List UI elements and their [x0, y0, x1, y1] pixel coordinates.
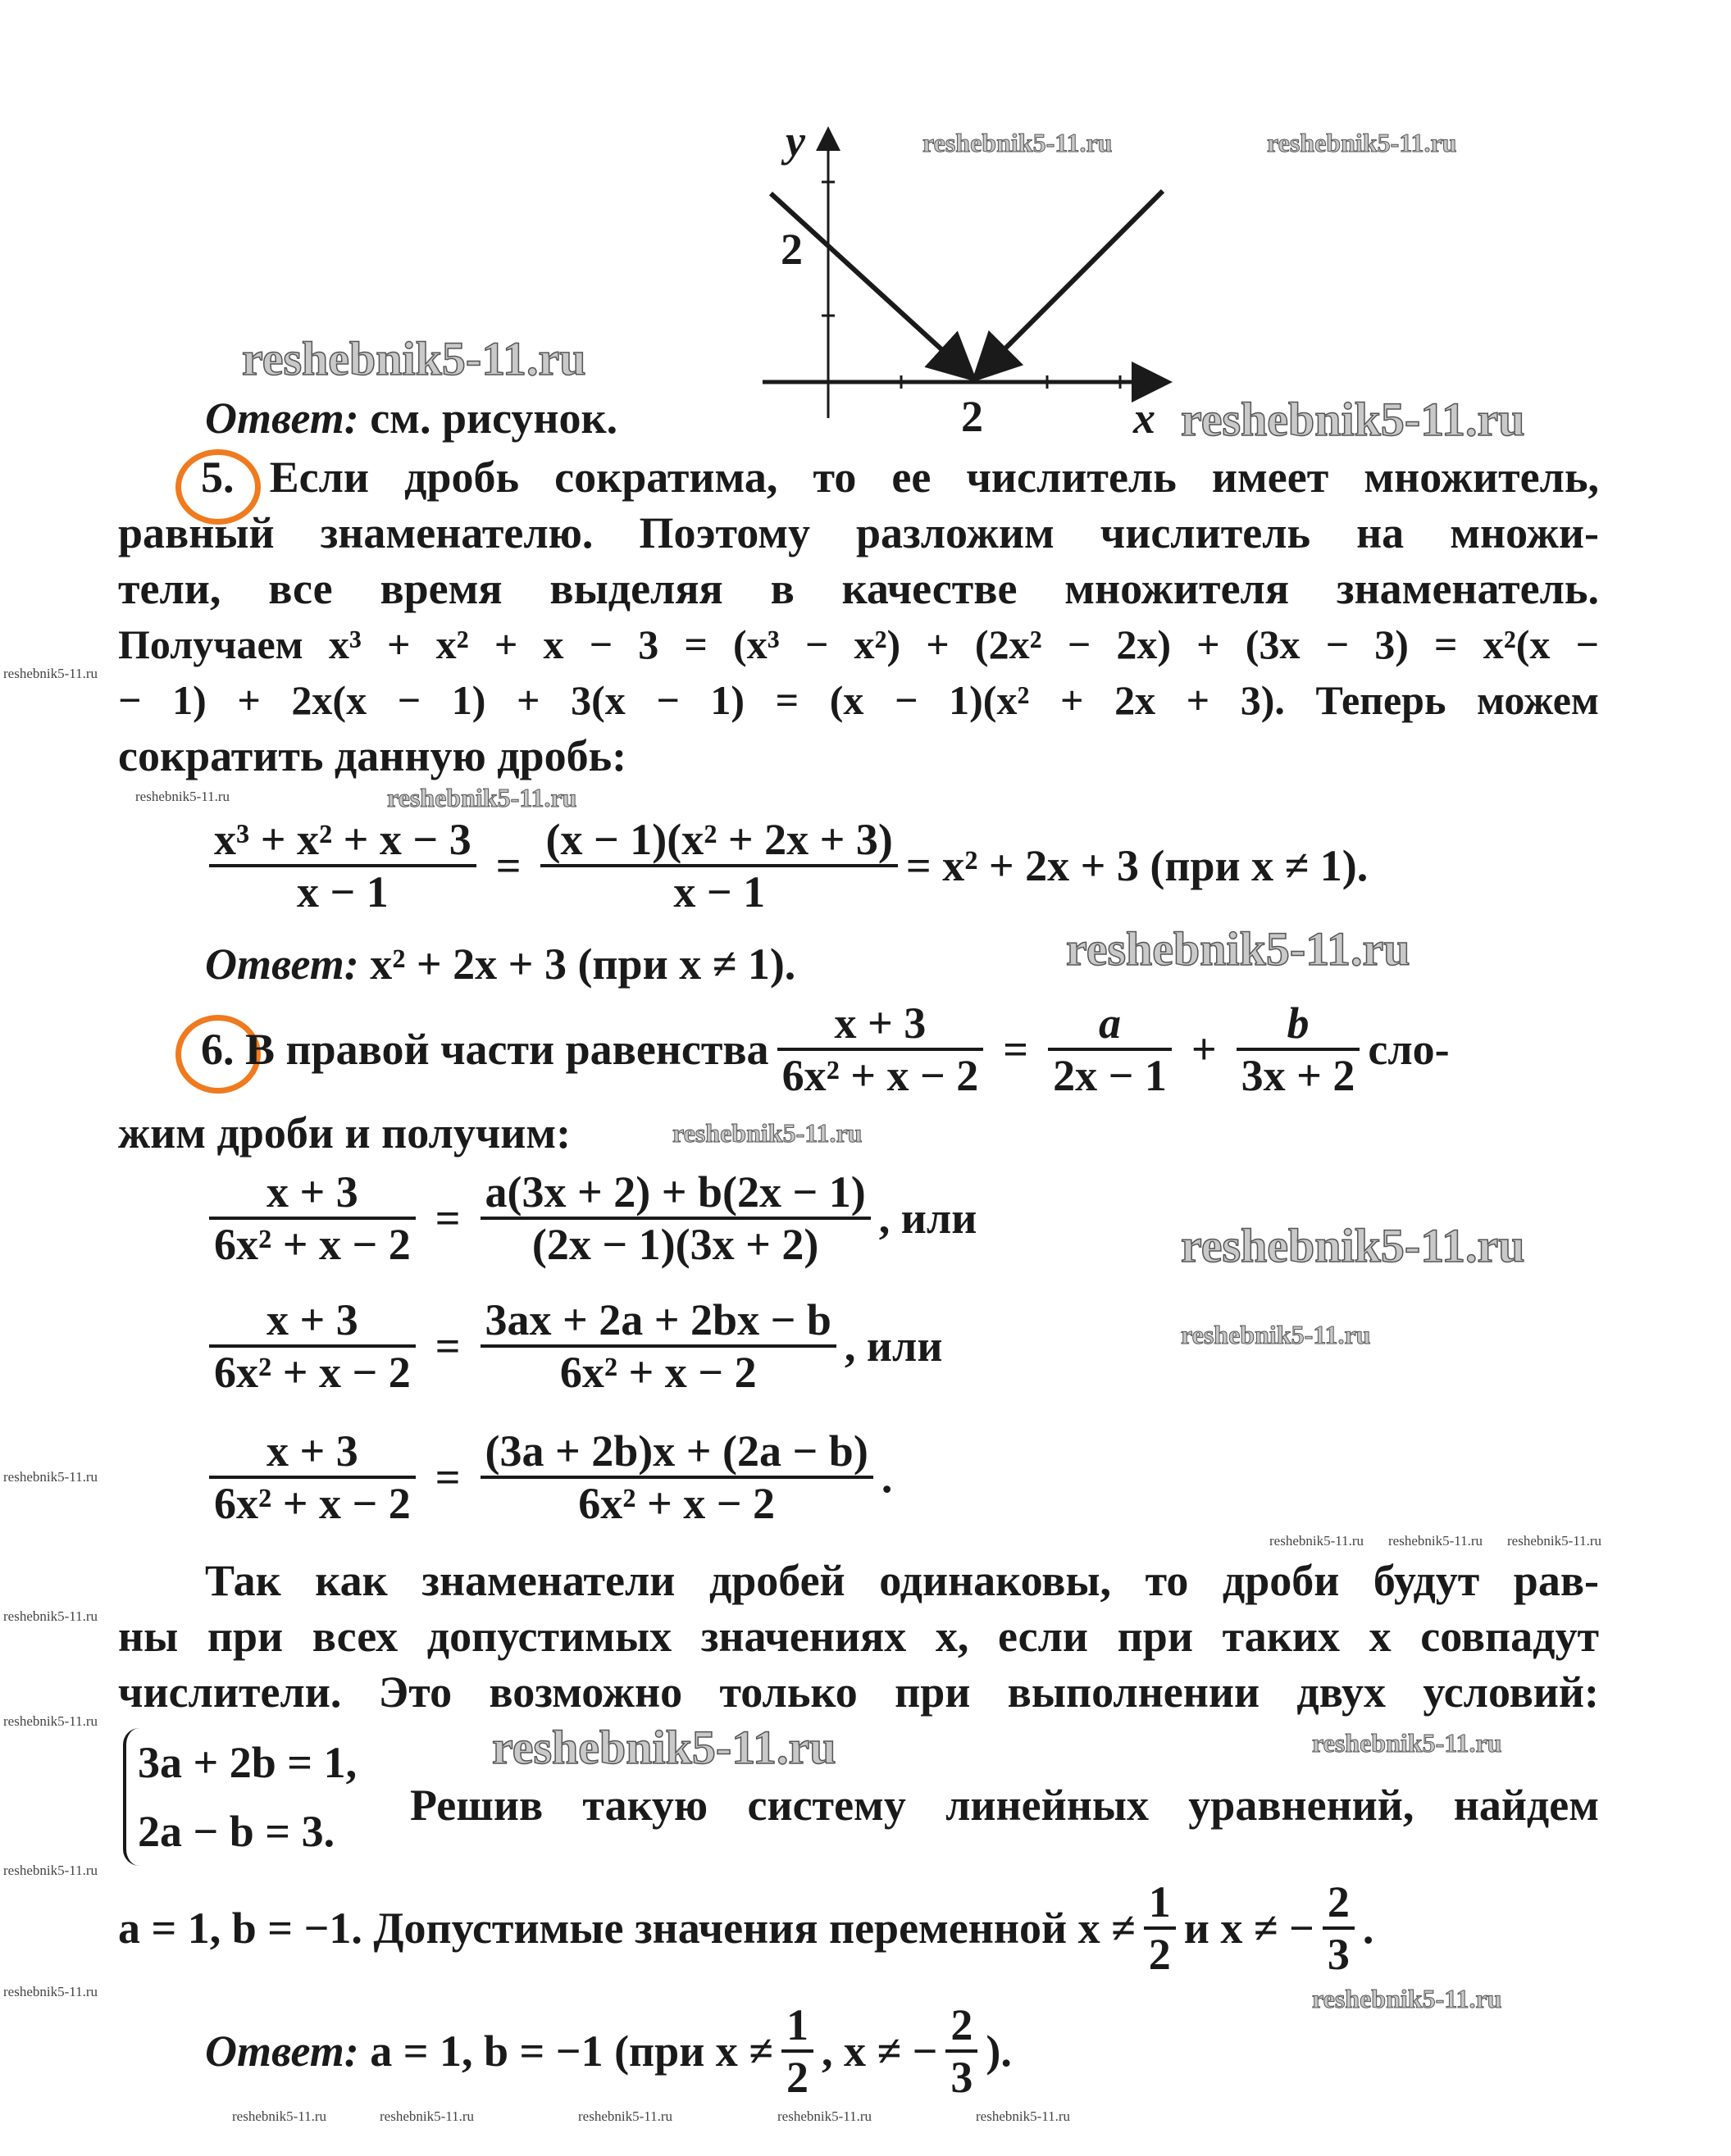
numerator: 2: [950, 2000, 973, 2049]
fraction: [945, 2000, 977, 2102]
x-axis-label: x: [1133, 393, 1155, 443]
watermark: reshebnik5-11.ru: [380, 2108, 475, 2124]
watermark: reshebnik5-11.ru: [492, 1721, 836, 1774]
watermark: reshebnik5-11.ru: [578, 2108, 673, 2124]
denominator: 3: [950, 2053, 973, 2102]
watermark: reshebnik5-11.ru: [672, 1118, 863, 1148]
x-tick-label: 2: [961, 392, 983, 441]
watermark: reshebnik5-11.ru: [777, 2108, 872, 2124]
equals-sign: =: [435, 1321, 461, 1371]
numerator: a(3x + 2) + b(2x − 1): [485, 1167, 866, 1217]
axis-ticks: [822, 182, 1120, 389]
equation-rhs: = x² + 2x + 3 (при x ≠ 1).: [905, 841, 1369, 890]
y-axis-label: y: [786, 116, 805, 166]
text: и x ≠ −: [1183, 1904, 1314, 1953]
watermark: reshebnik5-11.ru: [3, 1984, 98, 1999]
fraction: [481, 1426, 873, 1528]
p5-line-2: равный знаменателю. Поэтому разложим числитель на множи-: [118, 508, 1599, 557]
fraction: [781, 2000, 813, 2102]
text: ).: [986, 2026, 1012, 2076]
numerator: x + 3: [266, 1426, 358, 1476]
watermark: reshebnik5-11.ru: [387, 783, 577, 812]
watermark: reshebnik5-11.ru: [1507, 1533, 1602, 1549]
denominator: 3: [1327, 1930, 1350, 1979]
watermark: reshebnik5-11.ru: [242, 332, 586, 385]
fraction: [1237, 998, 1360, 1100]
right-branch: [978, 191, 1163, 375]
text: , или: [878, 1194, 977, 1243]
p6-line-4: ны при всех допустимых значениях x, если при таких x совпадут: [118, 1612, 1599, 1661]
p6-last-line: [118, 1877, 1373, 1979]
watermark: reshebnik5-11.ru: [1267, 128, 1457, 157]
problem-number: 6.: [201, 1025, 235, 1074]
p6-eq-3: [201, 1426, 892, 1528]
denominator: 6x² + x − 2: [214, 1348, 411, 1397]
p6-line-3: Так как знаменатели дробей одинаковы, то дроби будут рав-: [205, 1556, 1599, 1605]
denominator: 6x² + x − 2: [214, 1479, 411, 1528]
numerator: a: [1098, 998, 1121, 1048]
y-tick-label: 2: [781, 225, 803, 274]
denominator: 6x² + x − 2: [578, 1479, 776, 1528]
numerator: (x − 1)(x² + 2x + 3): [545, 815, 893, 864]
watermark: reshebnik5-11.ru: [3, 1469, 98, 1485]
system-eq-1: 3a + 2b = 1,: [138, 1738, 358, 1787]
text: Если дробь сократима, то ее числитель имеет множитель,: [269, 453, 1599, 502]
numerator: x + 3: [266, 1295, 358, 1344]
denominator: 6x² + x − 2: [559, 1348, 757, 1397]
watermark: reshebnik5-11.ru: [135, 789, 230, 804]
text: .: [1362, 1904, 1374, 1953]
fraction: [209, 1167, 416, 1269]
watermark: reshebnik5-11.ru: [3, 1713, 98, 1729]
watermark: reshebnik5-11.ru: [976, 2108, 1071, 2124]
numerator: 3ax + 2a + 2bx − b: [485, 1295, 831, 1344]
denominator: 6x² + x − 2: [781, 1051, 979, 1100]
p5-equation: [201, 815, 1368, 917]
numerator: 1: [1148, 1877, 1171, 1926]
answer-text: a = 1, b = −1 (при x ≠: [370, 2026, 773, 2076]
watermark: reshebnik5-11.ru: [1181, 393, 1525, 446]
numerator: (3a + 2b)x + (2a − b): [485, 1426, 868, 1476]
equals-sign: =: [435, 1194, 461, 1243]
numerator: x³ + x² + x − 3: [214, 815, 471, 864]
p6-line-1: [201, 998, 1450, 1100]
text: В правой части равенства: [245, 1025, 769, 1074]
answer-label: Ответ:: [205, 393, 359, 443]
p6-line-2: жим дроби и получим:: [118, 1108, 572, 1158]
denominator: 2x − 1: [1053, 1051, 1167, 1100]
equation-system: [123, 1728, 357, 1866]
watermark: reshebnik5-11.ru: [922, 128, 1113, 157]
answer-text: см. рисунок.: [370, 393, 618, 443]
plus-sign: +: [1191, 1025, 1217, 1074]
numerator: 1: [786, 2000, 809, 2049]
numerator: b: [1287, 998, 1310, 1048]
text: , или: [844, 1321, 943, 1371]
watermark: reshebnik5-11.ru: [1181, 1219, 1525, 1272]
watermark: reshebnik5-11.ru: [232, 2108, 327, 2124]
p6-line-5: числители. Это возможно только при выполнении двух условий:: [118, 1667, 1599, 1717]
denominator: x − 1: [296, 867, 389, 917]
watermark: reshebnik5-11.ru: [3, 1608, 98, 1624]
denominator: (2x − 1)(3x + 2): [531, 1220, 819, 1269]
fraction: [209, 1295, 416, 1397]
p6-system-text: Решив такую систему линейных уравнений, найдем: [410, 1781, 1599, 1830]
fraction: [1048, 998, 1172, 1100]
watermark: reshebnik5-11.ru: [1066, 922, 1410, 976]
answer-5: [205, 938, 795, 990]
system-eq-2: 2a − b = 3.: [138, 1807, 335, 1856]
watermark: reshebnik5-11.ru: [3, 666, 98, 681]
fraction: [481, 1295, 836, 1397]
fraction: [209, 815, 476, 917]
p5-line-6: сократить данную дробь:: [118, 731, 627, 780]
equals-sign: =: [495, 841, 522, 890]
problem-number: 5.: [201, 453, 235, 502]
watermark: reshebnik5-11.ru: [1312, 1984, 1502, 2013]
denominator: 2: [1148, 1930, 1171, 1979]
watermark: reshebnik5-11.ru: [1181, 1320, 1371, 1349]
numerator: x + 3: [266, 1167, 358, 1217]
p5-line-1: [201, 451, 1599, 503]
answer-text: x² + 2x + 3 (при x ≠ 1).: [370, 939, 796, 989]
text: , x ≠ −: [821, 2026, 938, 2076]
fraction: [209, 1426, 416, 1528]
fraction: [1323, 1877, 1355, 1979]
watermark: reshebnik5-11.ru: [1269, 1533, 1364, 1549]
left-branch: [771, 193, 970, 375]
fraction: [1144, 1877, 1176, 1979]
fraction: [540, 815, 897, 917]
watermark: reshebnik5-11.ru: [3, 1863, 98, 1878]
answer-4: [205, 392, 617, 444]
fraction: [481, 1167, 871, 1269]
text: a = 1, b = −1. Допустимые значения переменной x ≠: [118, 1904, 1136, 1953]
answer-label: Ответ:: [205, 2026, 359, 2076]
fraction: [777, 998, 984, 1100]
p6-eq-1: [201, 1167, 977, 1269]
p5-line-4: Получаем x³ + x² + x − 3 = (x³ − x²) + (2x² − 2x) + (3x − 3) = x²(x −: [118, 621, 1599, 667]
p5-line-5: − 1) + 2x(x − 1) + 3(x − 1) = (x − 1)(x² + 2x + 3). Теперь можем: [118, 677, 1599, 723]
text: .: [881, 1453, 893, 1502]
watermark: reshebnik5-11.ru: [1388, 1533, 1483, 1549]
answer-label: Ответ:: [205, 939, 359, 989]
denominator: 2: [786, 2053, 809, 2102]
watermark: reshebnik5-11.ru: [1312, 1728, 1502, 1758]
answer-6: [205, 2000, 1012, 2102]
denominator: 6x² + x − 2: [214, 1220, 411, 1269]
denominator: x − 1: [673, 867, 766, 917]
numerator: x + 3: [834, 998, 927, 1048]
denominator: 3x + 2: [1241, 1051, 1355, 1100]
equals-sign: =: [435, 1453, 461, 1502]
p5-line-3: тели, все время выделяя в качестве множителя знаменатель.: [118, 564, 1599, 613]
text: сло-: [1368, 1025, 1450, 1074]
p6-eq-2: [201, 1295, 942, 1397]
numerator: 2: [1327, 1877, 1350, 1926]
equals-sign: =: [1003, 1025, 1029, 1074]
